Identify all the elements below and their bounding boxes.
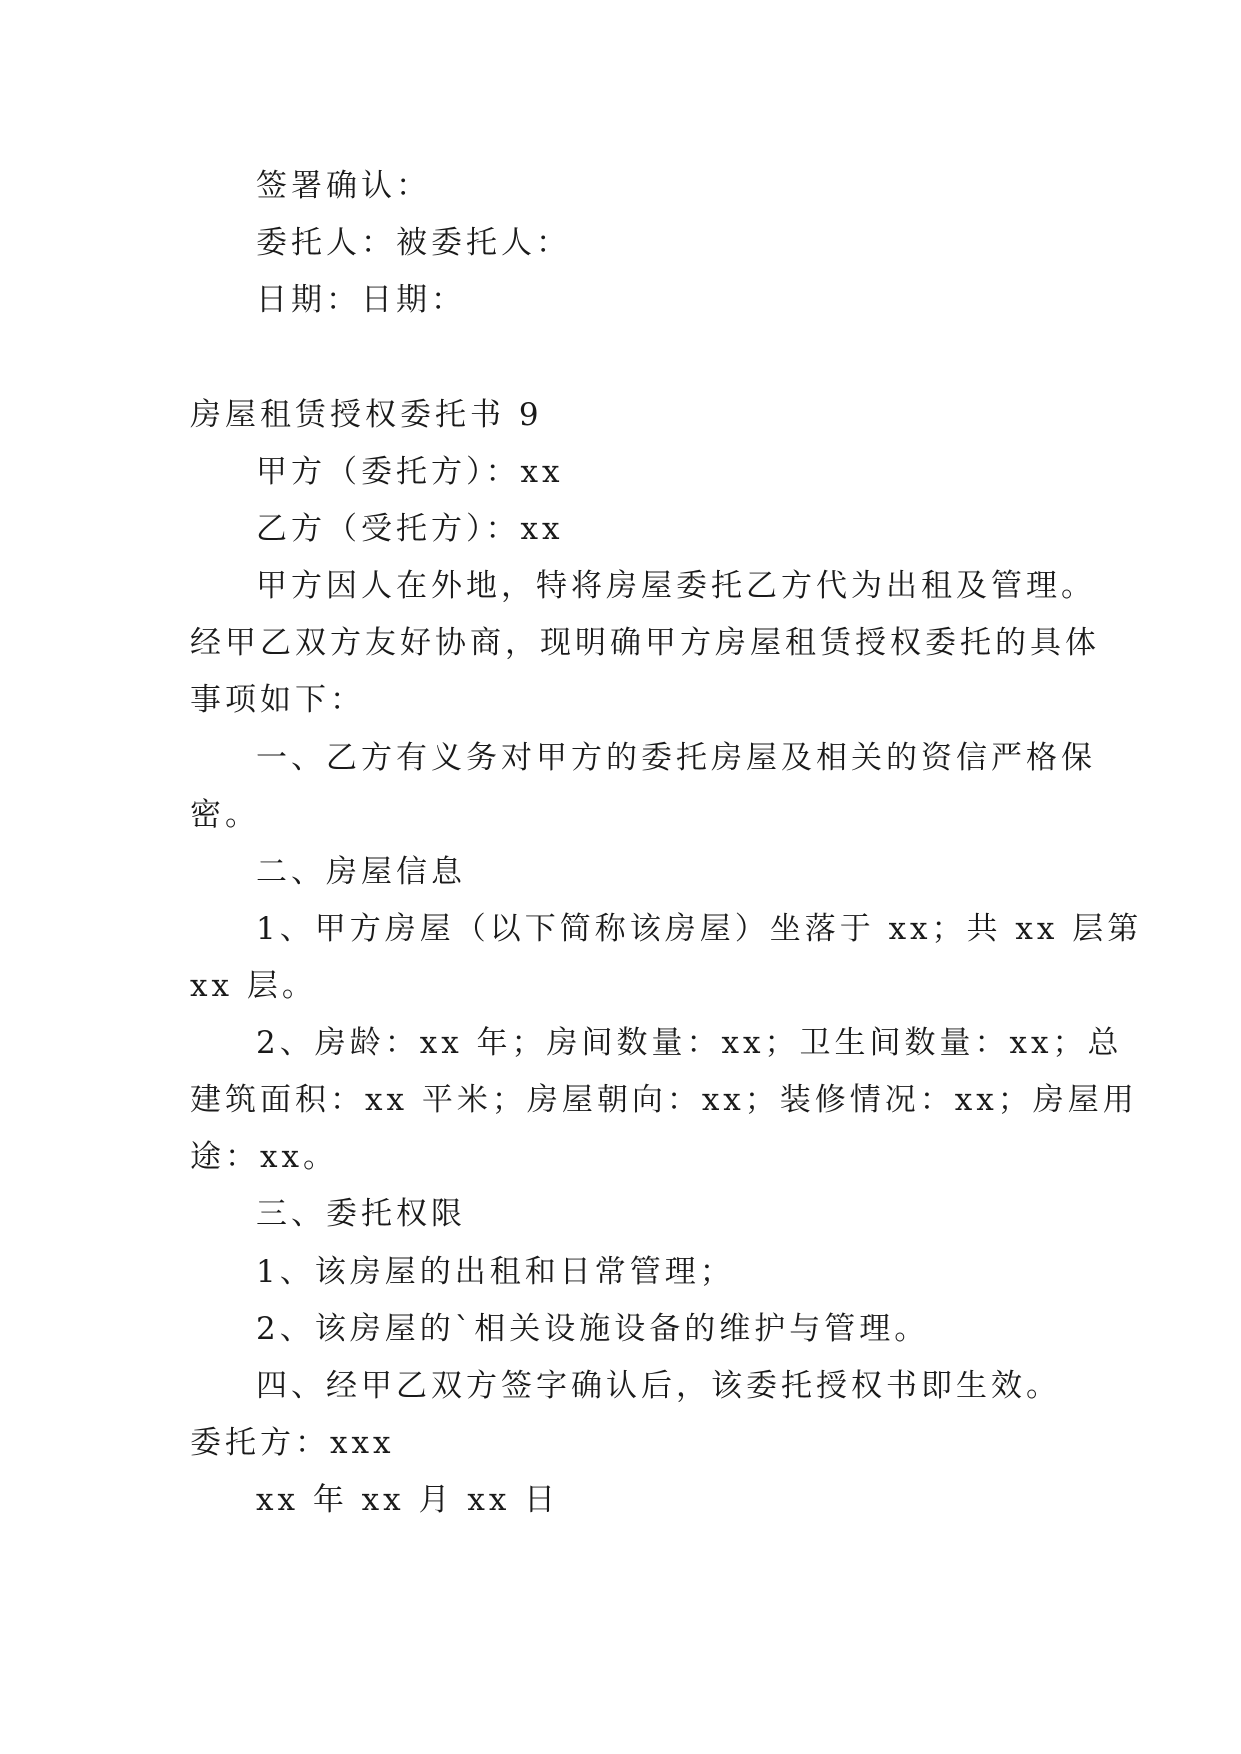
- clause-2-2-line-2: 建筑面积：xx 平米；房屋朝向：xx；装修情况：xx；房屋用: [190, 1082, 1138, 1118]
- clause-2-2-line-1: 2、房龄：xx 年；房间数量：xx；卫生间数量：xx；总: [256, 1025, 1123, 1061]
- intro-line-2: 经甲乙双方友好协商，现明确甲方房屋租赁授权委托的具体: [190, 625, 1100, 661]
- clause-2-2-line-3: 途：xx。: [190, 1139, 338, 1175]
- signature-parties: 委托人：被委托人：: [256, 225, 571, 261]
- clause-2-heading: 二、房屋信息: [256, 854, 466, 890]
- clause-3-1: 1、该房屋的出租和日常管理；: [256, 1254, 735, 1290]
- principal-signature: 委托方：xxx: [190, 1425, 395, 1461]
- signature-date: xx 年 xx 月 xx 日: [256, 1482, 560, 1518]
- party-b: 乙方（受托方）：xx: [256, 511, 564, 547]
- clause-4: 四、经甲乙双方签字确认后，该委托授权书即生效。: [256, 1368, 1061, 1404]
- clause-2-1-line-2: xx 层。: [190, 968, 317, 1004]
- clause-1-line-1: 一、乙方有义务对甲方的委托房屋及相关的资信严格保: [256, 740, 1096, 776]
- intro-line-3: 事项如下：: [190, 682, 365, 718]
- document-title: 房屋租赁授权委托书 9: [190, 397, 543, 433]
- clause-3-heading: 三、委托权限: [256, 1196, 466, 1232]
- clause-2-1-line-1: 1、甲方房屋（以下简称该房屋）坐落于 xx；共 xx 层第: [256, 911, 1143, 947]
- clause-1-line-2: 密。: [190, 797, 260, 833]
- signature-dates: 日期：日期：: [256, 282, 466, 318]
- signature-heading: 签署确认：: [256, 168, 431, 204]
- intro-line-1: 甲方因人在外地，特将房屋委托乙方代为出租及管理。: [256, 568, 1096, 604]
- party-a: 甲方（委托方）：xx: [256, 454, 564, 490]
- clause-3-2: 2、该房屋的`相关设施设备的维护与管理。: [256, 1311, 930, 1347]
